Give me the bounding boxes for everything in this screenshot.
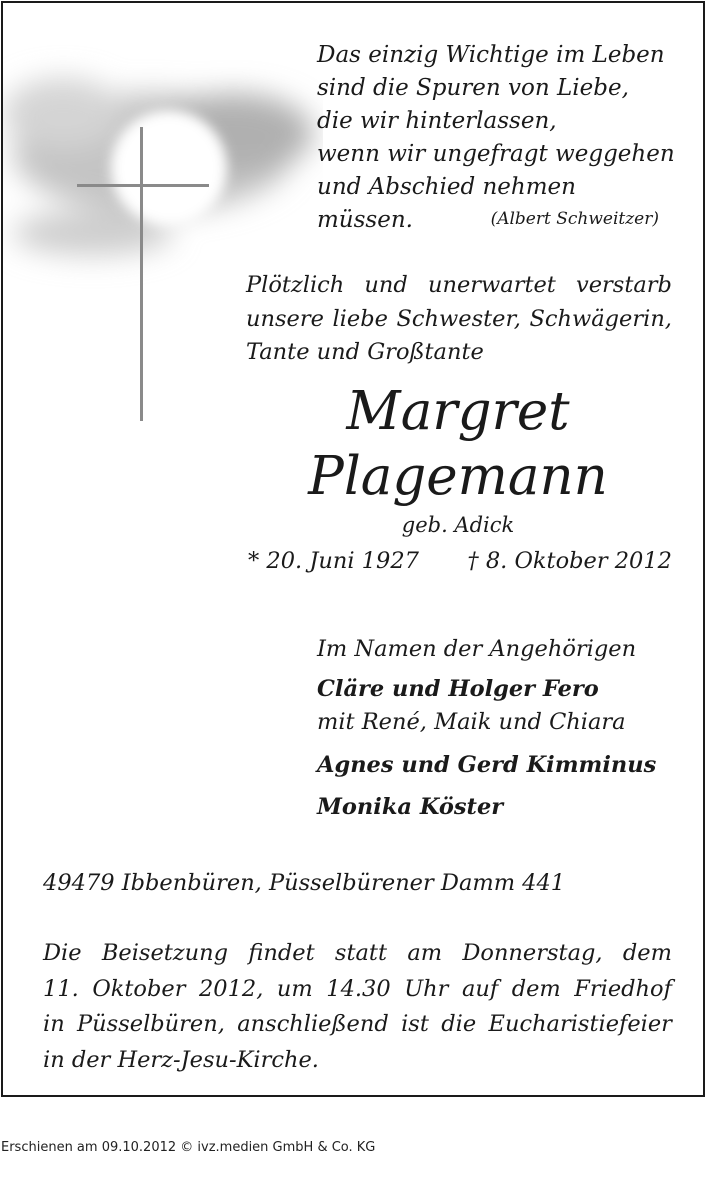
intro-line: Tante und Großtante <box>246 339 484 365</box>
intro-word: Schwägerin, <box>529 305 672 332</box>
intro-line <box>246 269 672 303</box>
burial-line <box>43 972 672 1008</box>
family-intro: Im Namen der Angehörigen <box>317 636 637 662</box>
burial-word: statt <box>334 940 388 966</box>
deceased-first-name: Margret <box>346 381 570 442</box>
moon <box>111 110 227 226</box>
death-announcement-intro <box>246 269 672 370</box>
intro-word: unsere <box>246 305 324 332</box>
quote-line: Das einzig Wichtige im Leben <box>317 42 665 68</box>
birth-date: * 20. Juni 1927 <box>248 548 419 574</box>
burial-word: Püsselbüren, <box>77 1011 225 1037</box>
burial-word: die <box>441 1011 477 1037</box>
cross-horizontal-beam <box>77 184 209 187</box>
burial-word: Die <box>43 940 82 966</box>
intro-word: und <box>364 272 408 298</box>
quote-line: und Abschied nehmen müssen. <box>317 174 576 233</box>
burial-word: Eucharistiefeier <box>488 1011 672 1037</box>
burial-line <box>43 936 672 972</box>
burial-word: dem <box>511 975 561 1002</box>
family-group-2: Agnes und Gerd Kimminus <box>317 752 657 778</box>
family-group-3: Monika Köster <box>317 794 504 820</box>
burial-word: auf <box>461 975 499 1002</box>
intro-word: Schwester, <box>396 305 521 332</box>
burial-word: Beisetzung <box>101 940 229 966</box>
burial-word: Friedhof <box>574 975 672 1002</box>
burial-word: dem <box>622 940 672 966</box>
cross-moon-illustration <box>3 43 323 433</box>
quote-author: (Albert Schweitzer) <box>490 209 659 229</box>
burial-word: Donnerstag, <box>462 940 603 966</box>
intro-line <box>246 303 672 337</box>
family-group-1-children: mit René, Maik und Chiara <box>317 709 626 735</box>
intro-word: Plötzlich <box>246 272 345 298</box>
burial-word: Uhr <box>404 975 449 1002</box>
burial-word: um <box>276 975 313 1002</box>
burial-word: ist <box>401 1011 429 1037</box>
quote <box>317 39 677 237</box>
burial-word: in <box>43 1011 65 1037</box>
burial-word: 14.30 <box>326 975 391 1002</box>
burial-word: findet <box>248 940 315 966</box>
quote-line: wenn wir ungefragt weggehen <box>317 141 675 167</box>
intro-word: liebe <box>332 305 388 332</box>
notice-frame <box>1 1 705 1097</box>
burial-word: Oktober <box>92 975 186 1002</box>
maiden-name: geb. Adick <box>401 513 515 537</box>
burial-notice <box>43 936 672 1078</box>
family-signature <box>317 633 697 823</box>
family-group-1: Cläre und Holger Fero <box>317 676 599 702</box>
quote-line: sind die Spuren von Liebe, <box>317 75 629 101</box>
burial-word: anschließend <box>237 1011 389 1037</box>
burial-line <box>43 1007 672 1043</box>
burial-line: in der Herz-Jesu-Kirche. <box>43 1046 319 1073</box>
intro-word: unerwartet <box>427 272 556 298</box>
deceased-last-name: Plagemann <box>308 446 608 507</box>
burial-word: am <box>407 940 443 966</box>
address: 49479 Ibbenbüren, Püsselbürener Damm 441 <box>43 870 566 896</box>
burial-word: 11. <box>43 975 79 1002</box>
cross-vertical-beam <box>140 127 143 421</box>
burial-word: 2012, <box>198 975 264 1002</box>
death-date: † 8. Oktober 2012 <box>467 548 672 574</box>
publication-footer: Erschienen am 09.10.2012 © ivz.medien GmbH & Co. KG <box>1 1140 376 1155</box>
life-dates <box>248 548 672 574</box>
intro-word: verstarb <box>576 272 672 298</box>
quote-line: die wir hinterlassen, <box>317 108 557 134</box>
